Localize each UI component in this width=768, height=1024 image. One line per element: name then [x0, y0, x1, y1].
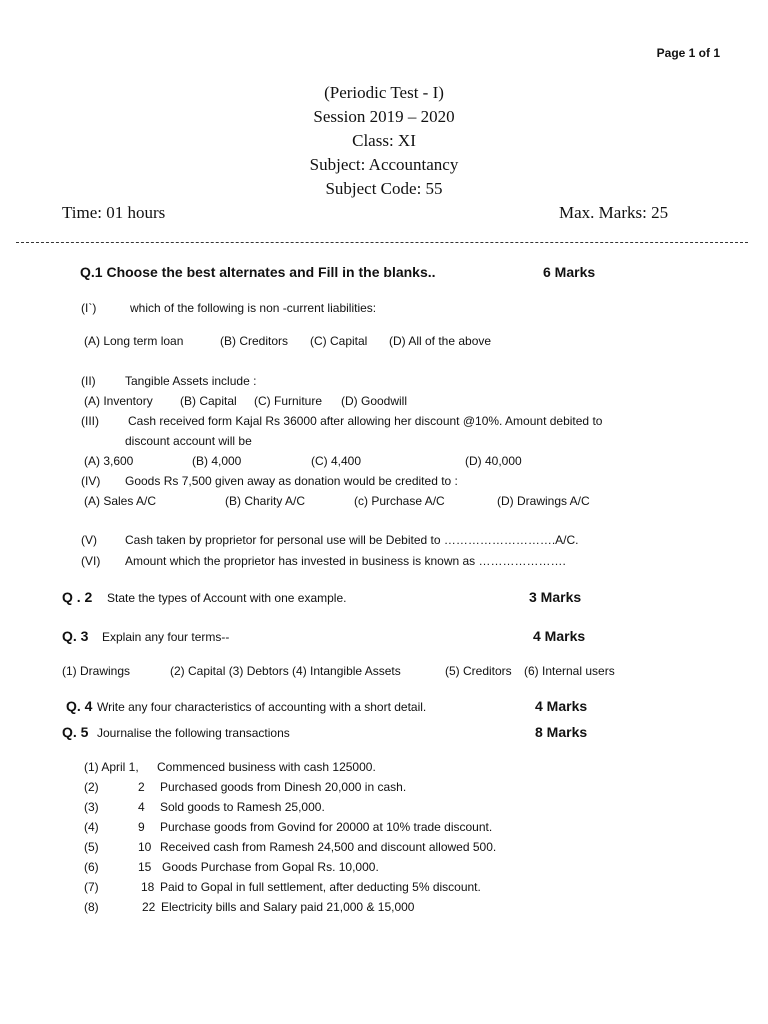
q2-marks: 3 Marks [529, 589, 582, 605]
tx-8-no: (8) [84, 900, 99, 914]
q5-number: Q. 5 [62, 724, 89, 740]
q1-ii-opt-d: (D) Goodwill [341, 394, 408, 408]
tx-7-date: 18 [141, 880, 155, 894]
q1-ii-opt-b: (B) Capital [180, 394, 237, 408]
subject-code: Subject Code: 55 [325, 179, 443, 198]
q1-ii-num: (II) [81, 374, 96, 388]
tx-4-date: 9 [138, 820, 145, 834]
tx-5-no: (5) [84, 840, 99, 854]
q1-iii-opt-a: (A) 3,600 [84, 454, 134, 468]
q1-i-num: (I`) [81, 301, 97, 315]
q1-iii-num: (III) [81, 414, 99, 428]
q1-title: Q.1 Choose the best alternates and Fill in the blanks.. [80, 264, 436, 280]
q3-term-2: (2) Capital (3) Debtors (4) Intangible Assets [170, 664, 401, 678]
tx-3-no: (3) [84, 800, 99, 814]
q1-vi-num: (VI) [81, 554, 101, 568]
tx-2-text: Purchased goods from Dinesh 20,000 in cash. [160, 780, 407, 794]
tx-5-date: 10 [138, 840, 152, 854]
q1-iv-opt-d: (D) Drawings A/C [497, 494, 590, 508]
q1-v-num: (V) [81, 533, 97, 547]
tx-8-text: Electricity bills and Salary paid 21,000 & 15,000 [161, 900, 415, 914]
q1-iii-opt-b: (B) 4,000 [192, 454, 242, 468]
tx-2-no: (2) [84, 780, 99, 794]
q3-term-5: (5) Creditors [445, 664, 512, 678]
q1-i-text: which of the following is non -current liabilities: [130, 301, 377, 315]
subject: Subject: Accountancy [309, 155, 459, 174]
q1-iii-text-2: discount account will be [125, 434, 252, 448]
tx-3-date: 4 [138, 800, 145, 814]
q4-number: Q. 4 [66, 698, 93, 714]
test-name: (Periodic Test - I) [324, 83, 444, 102]
q3-term-6: (6) Internal users [524, 664, 615, 678]
tx-4-no: (4) [84, 820, 99, 834]
tx-7-no: (7) [84, 880, 99, 894]
q1-v-text: Cash taken by proprietor for personal use will be Debited to ……………………….A/C. [125, 533, 579, 547]
q1-iii-text-1: Cash received form Kajal Rs 36000 after allowing her discount @10%. Amount debited to [128, 414, 603, 428]
session: Session 2019 – 2020 [313, 107, 455, 126]
q2-number: Q . 2 [62, 589, 93, 605]
max-marks: Max. Marks: 25 [559, 203, 669, 222]
q4-marks: 4 Marks [535, 698, 588, 714]
time: Time: 01 hours [62, 203, 166, 222]
q3-marks: 4 Marks [533, 628, 586, 644]
q1-i-opt-b: (B) Creditors [220, 334, 289, 348]
q1-iv-opt-a: (A) Sales A/C [84, 494, 157, 508]
q3-number: Q. 3 [62, 628, 89, 644]
q1-iv-text: Goods Rs 7,500 given away as donation would be credited to : [125, 474, 458, 488]
tx-6-text: Goods Purchase from Gopal Rs. 10,000. [162, 860, 379, 874]
q2-text: State the types of Account with one example. [107, 591, 347, 605]
q1-ii-text: Tangible Assets include : [125, 374, 257, 388]
tx-6-no: (6) [84, 860, 99, 874]
divider [16, 242, 748, 243]
tx-3-text: Sold goods to Ramesh 25,000. [160, 800, 325, 814]
q1-ii-opt-a: (A) Inventory [84, 394, 153, 408]
q1-iv-opt-c: (c) Purchase A/C [354, 494, 445, 508]
class: Class: XI [352, 131, 416, 150]
q1-iv-num: (IV) [81, 474, 101, 488]
q5-text: Journalise the following transactions [97, 726, 290, 740]
q1-i-opt-a: (A) Long term loan [84, 334, 184, 348]
tx-2-date: 2 [138, 780, 145, 794]
q3-term-1: (1) Drawings [62, 664, 131, 678]
tx-4-text: Purchase goods from Govind for 20000 at 10% trade discount. [160, 820, 493, 834]
q1-i-opt-d: (D) All of the above [389, 334, 492, 348]
tx-1-text: Commenced business with cash 125000. [157, 760, 376, 774]
q1-iii-opt-c: (C) 4,400 [311, 454, 362, 468]
q1-ii-opt-c: (C) Furniture [254, 394, 323, 408]
q1-iii-opt-d: (D) 40,000 [465, 454, 522, 468]
tx-8-date: 22 [142, 900, 156, 914]
tx-6-date: 15 [138, 860, 152, 874]
page-number: Page 1 of 1 [656, 46, 720, 60]
q1-marks: 6 Marks [543, 264, 596, 280]
q4-text: Write any four characteristics of accounting with a short detail. [97, 700, 427, 714]
q1-i-opt-c: (C) Capital [310, 334, 368, 348]
q5-marks: 8 Marks [535, 724, 588, 740]
q3-text: Explain any four terms-- [102, 630, 230, 644]
tx-7-text: Paid to Gopal in full settlement, after deducting 5% discount. [160, 880, 481, 894]
q1-vi-text: Amount which the proprietor has invested in business is known as …………………. [125, 554, 566, 568]
tx-1-no: (1) April 1, [84, 760, 139, 774]
tx-5-text: Received cash from Ramesh 24,500 and discount allowed 500. [160, 840, 497, 854]
q1-iv-opt-b: (B) Charity A/C [225, 494, 306, 508]
